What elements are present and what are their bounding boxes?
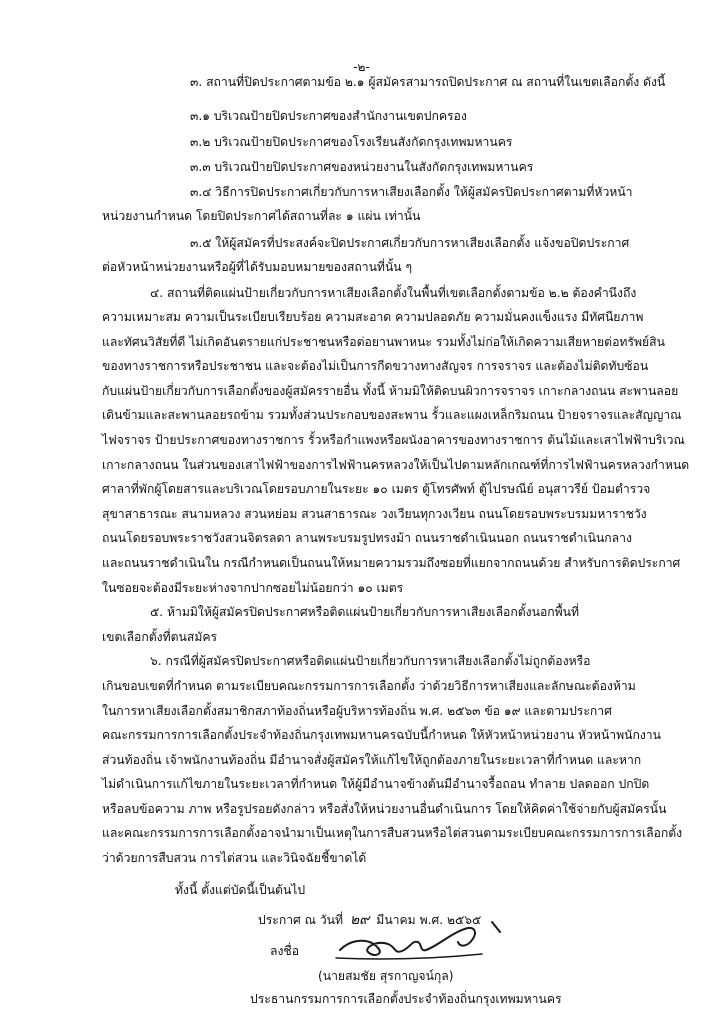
item-3-4: ๓.๔ วิธีการปิดประกาศเกี่ยวกับการหาเสียงเลือกตั้ง ให้ผู้สมัครปิดประกาศตามที่หัวหน้า	[190, 185, 633, 199]
para-4-line-3: และทัศนวิสัยที่ดี ไม่เกิดอันตรายแก่ประชาชนหรือต่อยานพาหนะ รวมทั้งไม่ก่อให้เกิดความเสียหายต่อทรัพย์สิน	[102, 335, 665, 349]
handwritten-day: ๒๙	[349, 912, 370, 928]
signer-title: ประธานกรรมการการเลือกตั้งประจำท้องถิ่นกรุงเทพมหานคร	[250, 992, 562, 1006]
item-3-4-cont: หน่วยงานกำหนด โดยปิดประกาศได้สถานที่ละ ๑ แผ่น เท่านั้น	[102, 209, 421, 223]
para-4-line-6: เดินข้ามและสะพานลอยรถข้าม รวมทั้งส่วนประกอบของสะพาน รั้วและแผงเหล็กริมถนน ป้ายจราจรและสัญญาณ	[102, 408, 682, 422]
para-6-line-2: เกินขอบเขตที่กำหนด ตามระเบียบคณะกรรมการการเลือกตั้ง ว่าด้วยวิธีการหาเสียงและลักษณะต้องห้าม	[102, 679, 636, 693]
page-number: -๒-	[353, 60, 370, 74]
para-4-line-9: ศาลาที่พักผู้โดยสารและบริเวณโดยรอบภายในระยะ ๑๐ เมตร ตู้โทรศัพท์ ตู้ไปรษณีย์ อนุสาวรีย์ ป้อมตำรวจ	[102, 482, 651, 496]
para-6-line-9: ว่าด้วยการสืบสวน การไต่สวน และวินิจฉัยชี้ขาดได้	[102, 851, 367, 865]
item-3-1: ๓.๑ บริเวณป้ายปิดประกาศของสำนักงานเขตปกครอง	[190, 109, 467, 123]
signature-mark	[322, 918, 522, 964]
item-3-5: ๓.๕ ให้ผู้สมัครที่ประสงค์จะปิดประกาศเกี่ยวกับการหาเสียงเลือกตั้ง แจ้งขอปิดประกาศ	[190, 236, 630, 250]
para-5-line-2: เขตเลือกตั้งที่ตนสมัคร	[102, 630, 218, 644]
para-4-line-12: และถนนราชดำเนินใน กรณีกำหนดเป็นถนนให้หมายความรวมถึงซอยที่แยกจากถนนด้วย สำหรับการติดประกาศ	[102, 556, 681, 570]
para-4-line-4: ของทางราชการหรือประชาชน และจะต้องไม่เป็นการกีดขวางทางสัญจร การจราจร และต้องไม่ติดทับซ้อน	[102, 359, 649, 373]
para-6-line-8: และคณะกรรมการการเลือกตั้งอาจนำมาเป็นเหตุในการสืบสวนหรือไต่สวนตามระเบียบคณะกรรมการการเลือกตั้ง	[102, 826, 683, 840]
para-6-line-4: คณะกรรมการการเลือกตั้งประจำท้องถิ่นกรุงเทพมหานครฉบับนี้กำหนด ให้หัวหน้าหน่วยงาน หัวหน้าพนักงาน	[102, 728, 661, 742]
para-6-line-7: หรือลบข้อความ ภาพ หรือรูปรอยดังกล่าว หรือสั่งให้หน่วยงานอื่นดำเนินการ โดยให้คิดค่าใช้จ่ายกับผู้สมัครนั้น	[102, 802, 667, 816]
item-3-5-cont: ต่อหัวหน้าหน่วยงานหรือผู้ที่ได้รับมอบหมายของสถานที่นั้น ๆ	[102, 260, 413, 274]
para-4-line-2: ความเหมาะสม ความเป็นระเบียบเรียบร้อย ความสะอาด ความปลอดภัย ความมั่นคงแข็งแรง มีทัศนียภาพ	[102, 310, 644, 324]
para-6-line-5: ส่วนท้องถิ่น เจ้าพนักงานท้องถิ่น มีอำนาจสั่งผู้สมัครให้แก้ไขให้ถูกต้องภายในระยะเวลาที่กำหนด และหาก	[102, 753, 642, 767]
para-6-line-1: ๖. กรณีที่ผู้สมัครปิดประกาศหรือติดแผ่นป้ายเกี่ยวกับการหาเสียงเลือกตั้งไม่ถูกต้องหรือ	[150, 654, 591, 668]
sign-label: ลงชื่อ	[270, 944, 300, 958]
signer-name: (นายสมชัย สุรกาญจน์กุล)	[318, 969, 454, 983]
para-4-line-11: ถนนโดยรอบพระราชวังสวนจิตรลดา ลานพระบรมรูปทรงม้า ถนนราชดำเนินนอก ถนนราชดำเนินกลาง	[102, 531, 632, 545]
para-4-line-10: สุขาสาธารณะ สนามหลวง สวนหย่อม สวนสาธารณะ วงเวียนทุกวงเวียน ถนนโดยรอบพระบรมมหาราชวัง	[102, 507, 647, 521]
item-3-2: ๓.๒ บริเวณป้ายปิดประกาศของโรงเรียนสังกัดกรุงเทพมหานคร	[190, 135, 513, 149]
para-5-line-1: ๕. ห้ามมิให้ผู้สมัครปิดประกาศหรือติดแผ่นป้ายเกี่ยวกับการหาเสียงเลือกตั้งนอกพื้นที่	[150, 605, 580, 619]
para-4-line-13: ในซอยจะต้องมีระยะห่างจากปากซอยไม่น้อยกว่า ๑๐ เมตร	[102, 581, 404, 595]
para-4-line-8: เกาะกลางถนน ในส่วนของเสาไฟฟ้าของการไฟฟ้านครหลวงให้เป็นไปตามหลักเกณฑ์ที่การไฟฟ้านครหลวงกำหนด	[102, 458, 690, 472]
effective-statement: ทั้งนี้ ตั้งแต่บัดนี้เป็นต้นไป	[175, 883, 306, 897]
para-6-line-3: ในการหาเสียงเลือกตั้งสมาชิกสภาท้องถิ่นหรือผู้บริหารท้องถิ่น พ.ศ. ๒๕๖๓ ข้อ ๑๙ และตามประกาศ	[102, 704, 612, 718]
para-6-line-6: ไม่ดำเนินการแก้ไขภายในระยะเวลาที่กำหนด ให้ผู้มีอำนาจข้างต้นมีอำนาจรื้อถอน ทำลาย ปลดออก ปกปิด	[102, 777, 650, 791]
item-3-3: ๓.๓ บริเวณป้ายปิดประกาศของหน่วยงานในสังกัดกรุงเทพมหานคร	[190, 160, 534, 174]
date-month-year: มีนาคม พ.ศ. ๒๕๖๕	[376, 913, 482, 927]
para-3-heading: ๓. สถานที่ปิดประกาศตามข้อ ๒.๑ ผู้สมัครสามารถปิดประกาศ ณ สถานที่ในเขตเลือกตั้ง ดังนี้	[190, 75, 666, 89]
date-prefix: ประกาศ ณ วันที่	[258, 913, 344, 927]
para-4-line-7: ไฟจราจร ป้ายประกาศของทางราชการ รั้วหรือกำแพงหรือผนังอาคารของทางราชการ ต้นไม้และเสาไฟฟ้าบริเวณ	[102, 433, 685, 447]
para-4-line-5: กับแผ่นป้ายเกี่ยวกับการเลือกตั้งของผู้สมัครรายอื่น ทั้งนี้ ห้ามมิให้ติดบนผิวการจราจร เกาะกลางถนน สะพานลอย	[102, 384, 679, 398]
para-4-line-1: ๔. สถานที่ติดแผ่นป้ายเกี่ยวกับการหาเสียงเลือกตั้งในพื้นที่เขตเลือกตั้งตามข้อ ๒.๒ ต้องคำนึงถึง	[150, 286, 637, 300]
